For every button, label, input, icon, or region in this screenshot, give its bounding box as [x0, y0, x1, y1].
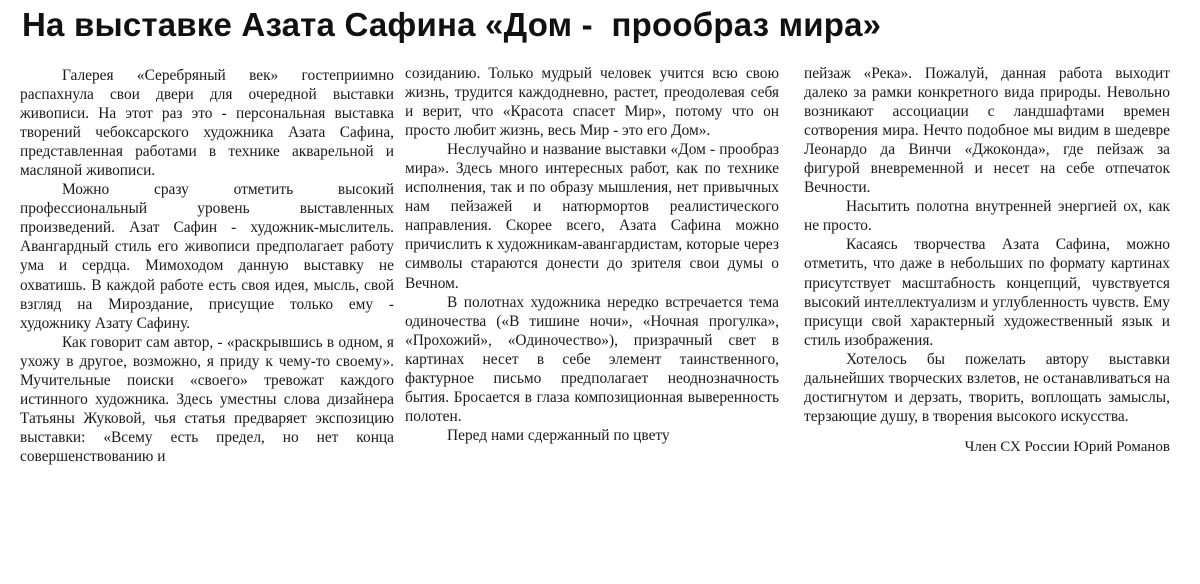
article-column-3 — [804, 64, 1170, 457]
paragraph: Касаясь творчества Азата Сафина, можно отметить, что даже в небольших по формату картинах присутствует масштабность концепций, чувствуется высокий интеллектуализм и углубленность чувств. Ему присущи свой характерный художественный язык и стиль изображения. — [804, 236, 1170, 349]
paragraph: Можно сразу отметить высокий профессиональный уровень выставленных произведений. Азат Сафин - художник-мыслитель. Авангардный стиль его живописи предполагает работу ума и сердца. Мимоходом данную выставку не охватишь. В каждой работе есть своя идея, мысль, свой взгляд на Мироздание, присущие только ему - художнику Азату Сафину. — [20, 181, 394, 332]
author-signature: Член СХ России Юрий Романов — [964, 438, 1170, 455]
article-column-2 — [405, 64, 779, 445]
article-column-1 — [20, 66, 394, 466]
paragraph: Как говорит сам автор, - «раскрывшись в одном, я ухожу в другое, возможно, я приду к чему-то своему». Мучительные поиски «своего» тревожат каждого истинного художника. Здесь уместны слова дизайнера Татьяны Жуковой, чья статья предваряет экспозицию выставки: «Всему есть предел, но нет конца совершенствованию и — [20, 333, 394, 465]
paragraph-continued: созиданию. Только мудрый человек учится всю свою жизнь, трудится каждодневно, растет, преодолевая себя и верит, что «Красота спасет Мир», потому что он просто любит жизнь, весь Мир - это его Дом». — [405, 65, 779, 140]
paragraph: Галерея «Серебряный век» гостеприимно распахнула свои двери для очередной выставки живописи. На этот раз это - персональная выставка творений чебоксарского художника Азата Сафина, представленная работами в технике акварельной и масляной живописи. — [20, 67, 394, 180]
paragraph-continued: пейзаж «Река». Пожалуй, данная работа выходит далеко за рамки конкретного вида природы. Невольно возникают ассоциации с ландшафтами времен сотворения мира. Нечто подобное мы видим в шедевре Леонардо да Винчи «Джоконда», где пейзаж за фигурой вневременной и несет на себе отпечаток Вечности. — [804, 65, 1170, 197]
paragraph: Насытить полотна внутренней энергией ох, как не просто. — [804, 198, 1170, 235]
paragraph: Хотелось бы пожелать автору выставки дальнейших творческих взлетов, не останавливаться на достигнутом и дерзать, творить, воплощать замыслы, терзающие душу, в творения высокого искусства. — [804, 350, 1170, 425]
paragraph: Неслучайно и название выставки «Дом - прообраз мира». Здесь много интересных работ, как по технике исполнения, так и по образу мышления, нет привычных нам пейзажей и натюрмортов реалистического направления. Скорее всего, Азата Сафина можно причислить к художникам-авангардистам, которые через символы стараются донести до зрителя свои думы о Вечном. — [405, 141, 779, 292]
paragraph: В полотнах художника нередко встречается тема одиночества («В тишине ночи», «Ночная прогулка», «Прохожий», «Одиночество»), призрачный свет в картинах несет в себе элемент таинственного, фактурное письмо предполагает неоднозначность бытия. Бросается в глаза композиционная выверенность полотен. — [405, 293, 779, 425]
article-headline: На выставке Азата Сафина «Дом - прообраз мира» — [22, 6, 882, 43]
paragraph: Перед нами сдержанный по цвету — [447, 426, 670, 444]
